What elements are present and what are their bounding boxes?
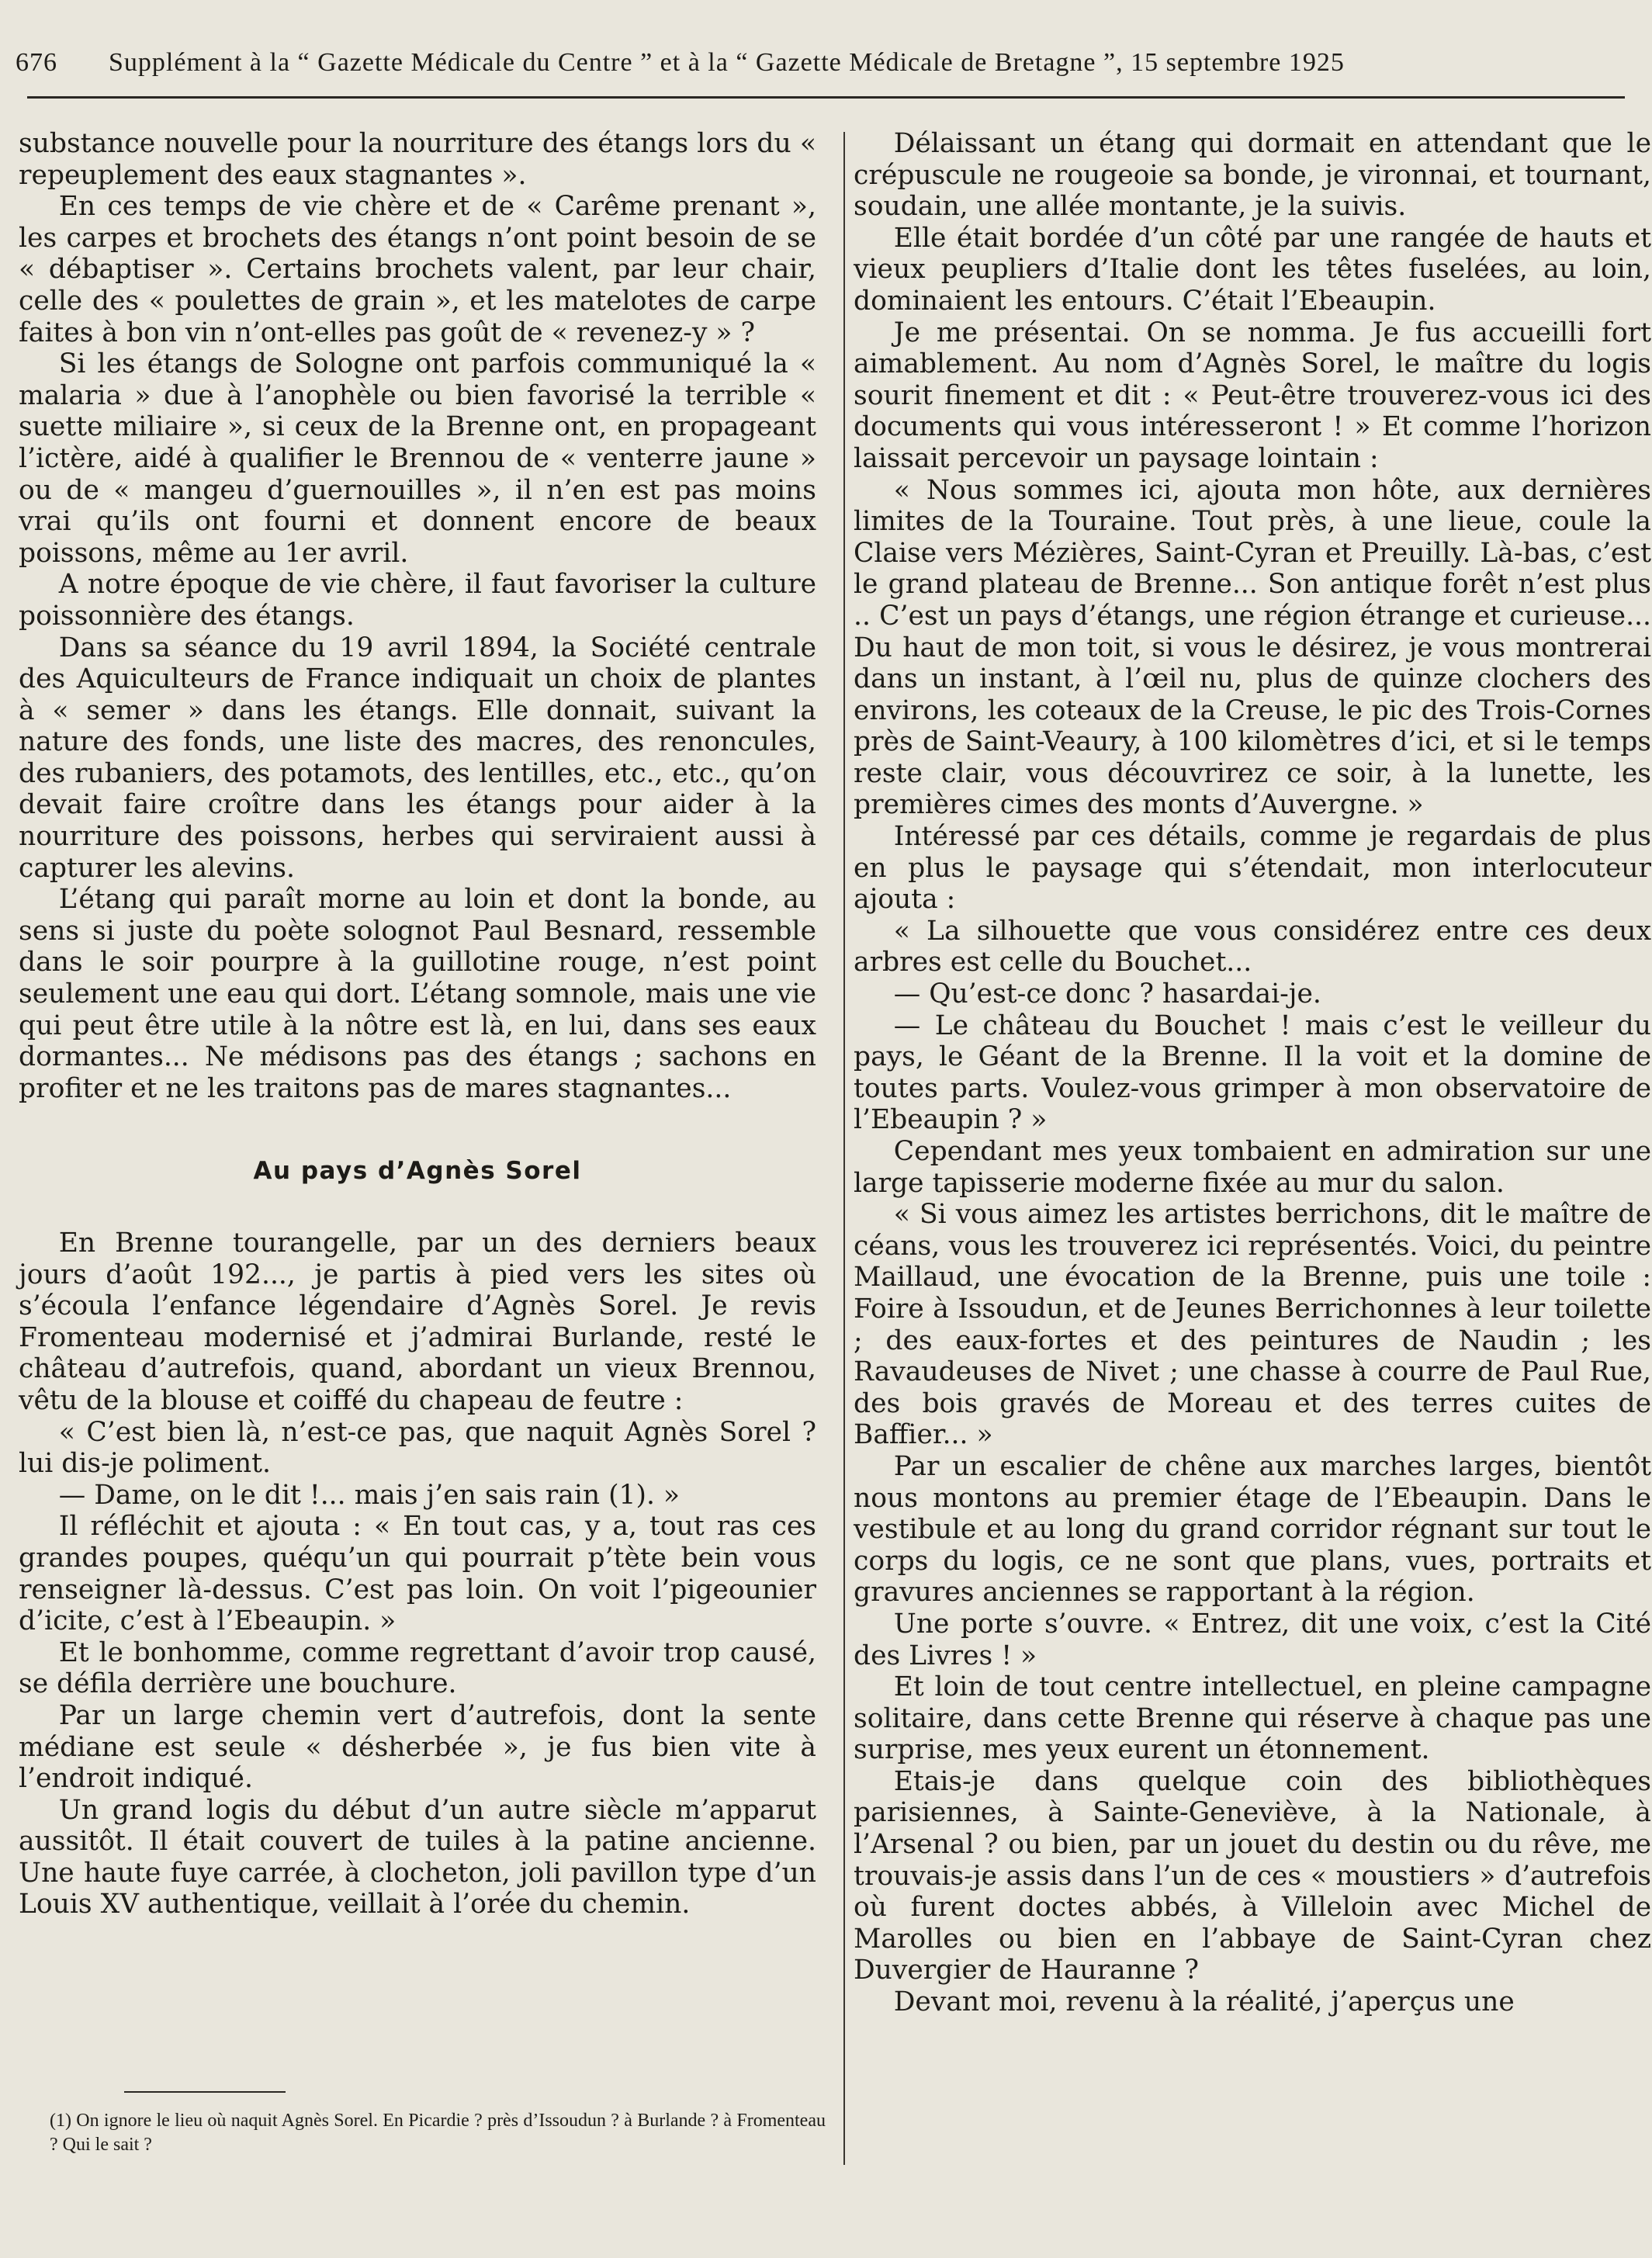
right-column [854, 128, 1651, 2018]
footnote-rule [124, 2091, 286, 2093]
paragraph: Si les étangs de Sologne ont parfois communiqué la « malaria » due à l’anophèle ou bien favorisé la terrible « suette miliaire », si ceux de la Brenne ont, en propageant l’ictère, aidé à qualifier le Brennou de « venterre jaune » ou de « mangeu d’guernouilles », il n’en est pas moins vrai qu’ils ont fourni et donnent encore de beaux poissons, même au 1er avril. [19, 348, 816, 569]
paragraph: Délaissant un étang qui dormait en attendant que le crépuscule ne rougeoie sa bonde, je vironnai, et tournant, soudain, une allée montante, je la suivis. [854, 128, 1651, 223]
paragraph: Il réfléchit et ajouta : « En tout cas, y a, tout ras ces grandes poupes, quéqu’un qui pourrait p’tète bein vous renseigner là-dessus. C’est pas loin. On voit l’pigeounier d’icite, c’est à l’Ebeaupin. » [19, 1511, 816, 1637]
paragraph: « Si vous aimez les artistes berrichons, dit le maître de céans, vous les trouverez ici représentés. Voici, du peintre Maillaud, une évocation de la Brenne, puis une toile : Foire à Issoudun, et de Jeunes Berrichonnes à leur toilette ; des eaux-fortes et des peintures de Naudin ; les Ravaudeuses de Nivet ; une chasse à courre de Paul Rue, des bois gravés de Moreau et des terres cuites de Baffier... » [854, 1199, 1651, 1451]
paragraph: Par un escalier de chêne aux marches larges, bientôt nous montons au premier étage de l’Ebeaupin. Dans le vestibule et au long du grand corridor régnant sur tout le corps du logis, ce ne sont que plans, vues, portraits et gravures anciennes se rapportant à la région. [854, 1450, 1651, 1609]
footnote: (1) On ignore le lieu où naquit Agnès Sorel. En Picardie ? près d’Issoudun ? à Burlande ? à Fromenteau ? Qui le sait ? [50, 2111, 826, 2155]
paragraph: Cependant mes yeux tombaient en admiration sur une large tapisserie moderne fixée au mur du salon. [854, 1136, 1651, 1199]
section-title: Au pays d’Agnès Sorel [253, 1157, 582, 1186]
left-column [19, 128, 816, 1920]
paragraph: Par un large chemin vert d’autrefois, dont la sente médiane est seule « désherbée », je fus bien vite à l’endroit indiqué. [19, 1699, 816, 1795]
paragraph: « C’est bien là, n’est-ce pas, que naquit Agnès Sorel ? lui dis-je poliment. [19, 1416, 816, 1480]
page-number: 676 [16, 48, 57, 77]
paragraph: Intéressé par ces détails, comme je regardais de plus en plus le paysage qui s’étendait, mon interlocuteur ajouta : [854, 821, 1651, 916]
paragraph: L’étang qui paraît morne au loin et dont la bonde, au sens si juste du poète solognot Paul Besnard, ressemble dans le soir pourpre à la guillotine rouge, n’est point seulement une eau qui dort. L’étang somnole, mais une vie qui peut être utile à la nôtre est là, en lui, dans ses eaux dormantes... Ne médisons pas des étangs ; sachons en profiter et ne les traitons pas de mares stagnantes... [19, 884, 816, 1104]
paragraph: — Qu’est-ce donc ? hasardai-je. [893, 978, 1321, 1010]
paragraph: En Brenne tourangelle, par un des derniers beaux jours d’août 192..., je partis à pied vers les sites où s’écoula l’enfance légendaire d’Agnès Sorel. Je revis Fromenteau modernisé et j’admirai Burlande, resté le château d’autrefois, quand, abordant un vieux Brennou, vêtu de la blouse et coiffé du chapeau de feutre : [19, 1228, 816, 1416]
paragraph: Une porte s’ouvre. « Entrez, dit une voix, c’est la Cité des Livres ! » [854, 1608, 1651, 1671]
paragraph: Dans sa séance du 19 avril 1894, la Société centrale des Aquiculteurs de France indiquait un choix de plantes à « semer » dans les étangs. Elle donnait, suivant la nature des fonds, une liste des macres, des renoncules, des rubaniers, des potamots, des lentilles, etc., etc., qu’on devait faire croître dans les étangs pour aider à la nourriture des poissons, herbes qui serviraient aussi à capturer les alevins. [19, 632, 816, 884]
paragraph: — Le château du Bouchet ! mais c’est le veilleur du pays, le Géant de la Brenne. Il la voit et la domine de toutes parts. Voulez-vous grimper à mon observatoire de l’Ebeaupin ? » [854, 1010, 1651, 1136]
column-divider [843, 132, 845, 2165]
paragraph: Elle était bordée d’un côté par une rangée de hauts et vieux peupliers d’Italie dont les têtes fuselées, au loin, dominaient les entours. C’était l’Ebeaupin. [854, 222, 1651, 317]
paragraph: « La silhouette que vous considérez entre ces deux arbres est celle du Bouchet... [854, 915, 1651, 978]
paragraph: Etais-je dans quelque coin des bibliothèques parisiennes, à Sainte-Geneviève, à la Nationale, à l’Arsenal ? ou bien, par un jouet du destin ou du rêve, me trouvais-je assis dans l’un de ces « moustiers » d’autrefois où furent doctes abbés, à Villeloin avec Michel de Marolles ou bien en l’abbaye de Saint-Cyran chez Duvergier de Hauranne ? [854, 1765, 1651, 1986]
paragraph: substance nouvelle pour la nourriture des étangs lors du « repeuplement des eaux stagnantes ». [19, 128, 816, 191]
paragraph: Un grand logis du début d’un autre siècle m’apparut aussitôt. Il était couvert de tuiles à la patine ancienne. Une haute fuye carrée, à clocheton, joli pavillon type d’un Louis XV authentique, veillait à l’orée du chemin. [19, 1794, 816, 1920]
paragraph: Et le bonhomme, comme regrettant d’avoir trop causé, se défila derrière une bouchure. [19, 1636, 816, 1700]
paragraph: Et loin de tout centre intellectuel, en pleine campagne solitaire, dans cette Brenne qui réserve à chaque pas une surprise, mes yeux eurent un étonnement. [854, 1671, 1651, 1766]
paragraph: Devant moi, revenu à la réalité, j’aperçus une [893, 1986, 1515, 2018]
paragraph: A notre époque de vie chère, il faut favoriser la culture poissonnière des étangs. [19, 569, 816, 632]
paragraph: En ces temps de vie chère et de « Carême prenant », les carpes et brochets des étangs n’ont point besoin de se « débaptiser ». Certains brochets valent, par leur chair, celle des « poulettes de grain », et les matelotes de carpe faites à bon vin n’ont-elles pas goût de « revenez-y » ? [19, 191, 816, 348]
running-head-title: Supplément à la “ Gazette Médicale du Centre ” et à la “ Gazette Médicale de Bretagne ”, 15 septembre 1925 [109, 48, 1345, 77]
header-rule [27, 96, 1625, 99]
running-header [16, 37, 1633, 84]
paragraph: Je me présentai. On se nomma. Je fus accueilli fort aimablement. Au nom d’Agnès Sorel, le maître du logis sourit finement et dit : « Peut-être trouverez-vous ici des documents qui vous intéresseront ! » Et comme l’horizon laissait percevoir un paysage lointain : [854, 317, 1651, 474]
paragraph: « Nous sommes ici, ajouta mon hôte, aux dernières limites de la Touraine. Tout près, à une lieue, coule la Claise vers Mézières, Saint-Cyran et Preuilly. Là-bas, c’est le grand plateau de Brenne... Son antique forêt n’est plus .. C’est un pays d’étangs, une région étrange et curieuse... Du haut de mon toit, si vous le désirez, je vous montrerai dans un instant, à l’œil nu, plus de quinze clochers des environs, les coteaux de la Creuse, le pic des Trois-Cornes près de Saint-Veaury, à 100 kilomètres d’ici, et si le temps reste clair, vous découvrirez ce soir, à la lunette, les premières cimes des monts d’Auvergne. » [854, 474, 1651, 821]
paragraph: — Dame, on le dit !... mais j’en sais rain (1). » [58, 1479, 680, 1511]
